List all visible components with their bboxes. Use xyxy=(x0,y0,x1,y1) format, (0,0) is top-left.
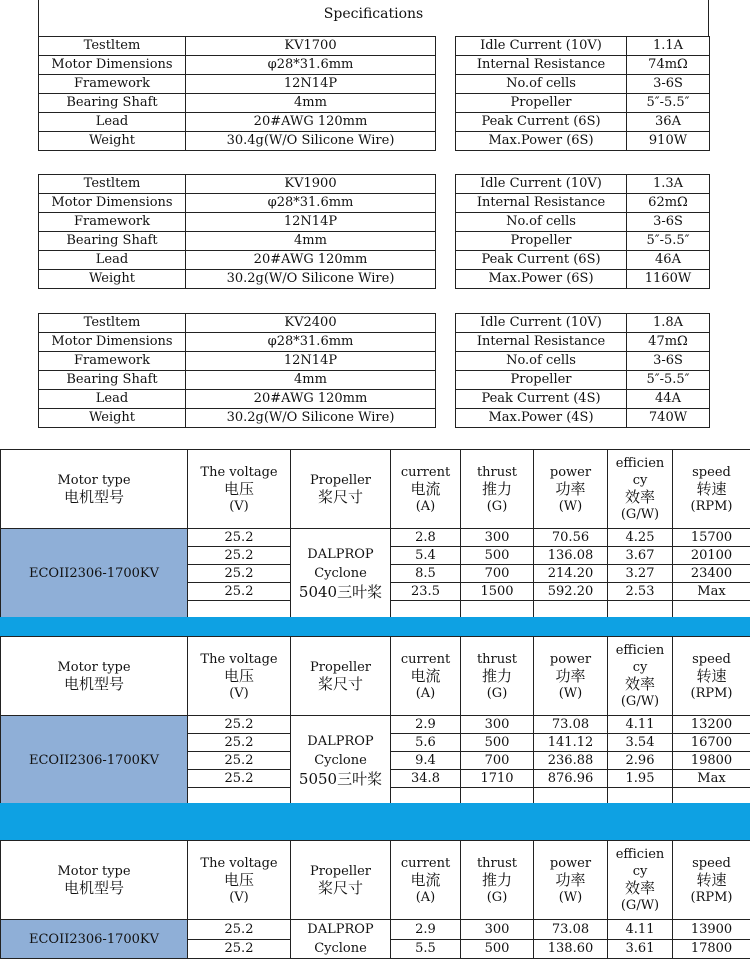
thrust-cell: 1710 xyxy=(461,770,534,788)
header-line: (G/W) xyxy=(620,507,660,522)
motor-type-cell: ECOII2306-1700KV xyxy=(1,529,188,619)
spec-gap xyxy=(436,75,456,94)
header-line: 推力 xyxy=(481,479,512,498)
spec-row xyxy=(39,94,710,113)
performance-table-third xyxy=(0,840,750,959)
speed-cell: 13900 xyxy=(673,920,750,940)
spec-value: φ28*31.6mm xyxy=(186,194,436,213)
spec-value: 3-6S xyxy=(627,352,710,371)
spec-gap xyxy=(436,56,456,75)
spec-label: Peak Current (4S) xyxy=(456,390,627,409)
spec-value: 12N14P xyxy=(186,213,436,232)
thrust-cell: 700 xyxy=(461,565,534,583)
data-row xyxy=(1,716,750,734)
data-row xyxy=(1,920,750,940)
header-line: 桨尺寸 xyxy=(317,675,363,693)
spec-row xyxy=(39,352,710,371)
header-row xyxy=(1,450,750,529)
spec-value: φ28*31.6mm xyxy=(186,333,436,352)
header-speed xyxy=(673,450,750,529)
header-line: 桨尺寸 xyxy=(317,488,363,506)
spec-value: 20#AWG 120mm xyxy=(186,251,436,270)
spec-value: 3-6S xyxy=(627,75,710,94)
spec-gap xyxy=(436,94,456,113)
header-power xyxy=(534,841,608,920)
spec-table-kv2400 xyxy=(38,313,710,428)
power-cell: 876.96 xyxy=(534,770,608,788)
spec-row xyxy=(39,333,710,352)
header-line: 功率 xyxy=(555,870,586,889)
header-line: (A) xyxy=(415,889,436,905)
voltage-cell: 25.2 xyxy=(188,734,291,752)
voltage-cell: 25.2 xyxy=(188,752,291,770)
efficiency-cell xyxy=(608,601,673,619)
spec-label: Bearing Shaft xyxy=(39,371,186,390)
speed-cell: 13200 xyxy=(673,716,750,734)
efficiency-cell: 2.96 xyxy=(608,752,673,770)
header-line: 电压 xyxy=(223,870,254,889)
current-cell: 8.5 xyxy=(391,565,461,583)
propeller-line: Cyclone xyxy=(314,566,367,581)
spec-row xyxy=(39,409,710,428)
spec-gap xyxy=(436,232,456,251)
current-cell: 9.4 xyxy=(391,752,461,770)
header-line: (G/W) xyxy=(620,898,660,913)
power-cell: 141.12 xyxy=(534,734,608,752)
spec-label: Motor Dimensions xyxy=(39,194,186,213)
header-line: 转速 xyxy=(696,666,727,685)
spec-gap xyxy=(436,409,456,428)
power-cell: 138.60 xyxy=(534,939,608,959)
spec-row xyxy=(39,371,710,390)
spec-value: KV2400 xyxy=(186,314,436,333)
speed-cell: 23400 xyxy=(673,565,750,583)
spec-value: 3-6S xyxy=(627,213,710,232)
spec-value: KV1900 xyxy=(186,175,436,194)
thrust-cell xyxy=(461,601,534,619)
separator-band xyxy=(0,803,750,840)
header-line: (V) xyxy=(229,498,249,514)
voltage-cell: 25.2 xyxy=(188,583,291,601)
header-line: 电流 xyxy=(410,479,441,498)
efficiency-cell: 4.25 xyxy=(608,529,673,547)
header-current xyxy=(391,450,461,529)
header-line: 效率 xyxy=(624,675,655,693)
power-cell: 73.08 xyxy=(534,716,608,734)
propeller-line: DALPROP xyxy=(307,734,374,749)
current-cell: 2.9 xyxy=(391,716,461,734)
header-current xyxy=(391,841,461,920)
voltage-cell xyxy=(188,601,291,619)
spec-row xyxy=(39,75,710,94)
spec-gap xyxy=(436,371,456,390)
header-line: 电机型号 xyxy=(63,879,124,897)
header-line: 电流 xyxy=(410,870,441,889)
spec-value: 5″-5.5″ xyxy=(627,232,710,251)
header-line: (RPM) xyxy=(690,498,733,514)
motor-type-cell: ECOII2306-1700KV xyxy=(1,920,188,959)
spec-label: Testltem xyxy=(39,37,186,56)
header-power xyxy=(534,450,608,529)
spec-value: KV1700 xyxy=(186,37,436,56)
spec-value: φ28*31.6mm xyxy=(186,56,436,75)
current-cell: 5.4 xyxy=(391,547,461,565)
spec-label: Lead xyxy=(39,113,186,132)
separator-band xyxy=(0,617,750,636)
header-line: 电流 xyxy=(410,666,441,685)
spec-label: Lead xyxy=(39,390,186,409)
spec-label: Idle Current (10V) xyxy=(456,175,627,194)
header-prop xyxy=(291,841,391,920)
spec-gap xyxy=(436,213,456,232)
header-line: (W) xyxy=(558,685,583,701)
current-cell: 23.5 xyxy=(391,583,461,601)
header-line: Propeller xyxy=(309,864,372,879)
thrust-cell: 500 xyxy=(461,939,534,959)
current-cell: 2.9 xyxy=(391,920,461,940)
spec-value: 12N14P xyxy=(186,75,436,94)
spec-label: Weight xyxy=(39,270,186,289)
spec-gap xyxy=(436,352,456,371)
spec-value: 910W xyxy=(627,132,710,151)
spec-value: 30.4g(W/O Silicone Wire) xyxy=(186,132,436,151)
speed-cell: 15700 xyxy=(673,529,750,547)
spec-value: 20#AWG 120mm xyxy=(186,390,436,409)
spec-value: 47mΩ xyxy=(627,333,710,352)
header-line: (A) xyxy=(415,498,436,514)
header-line: 效率 xyxy=(624,879,655,897)
header-line: (G/W) xyxy=(620,694,660,709)
header-line: 电机型号 xyxy=(63,675,124,693)
spec-value: 46A xyxy=(627,251,710,270)
header-line: Propeller xyxy=(309,473,372,488)
header-line: 桨尺寸 xyxy=(317,879,363,897)
propeller-cell xyxy=(291,716,391,806)
spec-label: Framework xyxy=(39,75,186,94)
efficiency-cell: 1.95 xyxy=(608,770,673,788)
spec-label: Propeller xyxy=(456,232,627,251)
current-cell: 5.5 xyxy=(391,939,461,959)
voltage-cell: 25.2 xyxy=(188,529,291,547)
power-cell: 73.08 xyxy=(534,920,608,940)
header-speed xyxy=(673,841,750,920)
power-cell: 70.56 xyxy=(534,529,608,547)
spec-label: Motor Dimensions xyxy=(39,56,186,75)
header-voltage xyxy=(188,841,291,920)
efficiency-cell: 3.54 xyxy=(608,734,673,752)
spec-gap xyxy=(436,132,456,151)
header-line: (V) xyxy=(229,889,249,905)
propeller-line: 5050三叶桨 xyxy=(298,770,383,788)
header-line: The voltage xyxy=(200,464,278,480)
header-line: The voltage xyxy=(200,651,278,667)
header-line: 电压 xyxy=(223,666,254,685)
header-power xyxy=(534,637,608,716)
current-cell xyxy=(391,601,461,619)
voltage-cell: 25.2 xyxy=(188,565,291,583)
efficiency-cell: 4.11 xyxy=(608,920,673,940)
spec-gap xyxy=(436,333,456,352)
voltage-cell: 25.2 xyxy=(188,716,291,734)
header-line: efficien xyxy=(615,643,665,658)
spec-gap xyxy=(436,314,456,333)
thrust-cell: 500 xyxy=(461,734,534,752)
header-line: (G) xyxy=(486,685,508,701)
spec-value: 1160W xyxy=(627,270,710,289)
header-line: Motor type xyxy=(57,660,131,675)
propeller-line: Cyclone xyxy=(314,753,367,768)
header-line: 转速 xyxy=(696,479,727,498)
spec-label: Weight xyxy=(39,132,186,151)
spec-label: Idle Current (10V) xyxy=(456,314,627,333)
power-cell: 236.88 xyxy=(534,752,608,770)
spec-gap xyxy=(436,175,456,194)
spec-value: 30.2g(W/O Silicone Wire) xyxy=(186,270,436,289)
spec-row xyxy=(39,314,710,333)
header-line: efficien xyxy=(615,456,665,471)
spec-label: Max.Power (4S) xyxy=(456,409,627,428)
propeller-cell xyxy=(291,529,391,619)
spec-row xyxy=(39,232,710,251)
spec-value: 44A xyxy=(627,390,710,409)
thrust-cell: 1500 xyxy=(461,583,534,601)
spec-table-kv1900 xyxy=(38,174,710,289)
data-row xyxy=(1,529,750,547)
header-line: The voltage xyxy=(200,855,278,871)
spec-label: Testltem xyxy=(39,175,186,194)
header-line: 电机型号 xyxy=(63,488,124,506)
header-line: 功率 xyxy=(555,479,586,498)
propeller-line: Cyclone xyxy=(314,941,367,956)
thrust-cell: 300 xyxy=(461,716,534,734)
spec-value: 4mm xyxy=(186,371,436,390)
speed-cell xyxy=(673,601,750,619)
spec-value: 30.2g(W/O Silicone Wire) xyxy=(186,409,436,428)
spec-value: 1.1A xyxy=(627,37,710,56)
power-cell: 214.20 xyxy=(534,565,608,583)
header-line: cy xyxy=(632,473,648,488)
voltage-cell: 25.2 xyxy=(188,920,291,940)
header-line: thrust xyxy=(476,651,518,667)
spec-gap xyxy=(436,270,456,289)
spec-row xyxy=(39,56,710,75)
spec-label: Lead xyxy=(39,251,186,270)
efficiency-cell: 3.27 xyxy=(608,565,673,583)
power-cell: 592.20 xyxy=(534,583,608,601)
spec-table-kv1700 xyxy=(38,36,710,151)
spec-row xyxy=(39,37,710,56)
header-line: power xyxy=(549,855,592,871)
power-cell xyxy=(534,601,608,619)
header-line: (W) xyxy=(558,498,583,514)
spec-row xyxy=(39,270,710,289)
spec-row xyxy=(39,175,710,194)
spec-gap xyxy=(436,251,456,270)
header-line: current xyxy=(400,855,451,871)
spec-label: Framework xyxy=(39,352,186,371)
spec-label: Motor Dimensions xyxy=(39,333,186,352)
thrust-cell: 300 xyxy=(461,920,534,940)
spec-value: 4mm xyxy=(186,94,436,113)
header-voltage xyxy=(188,450,291,529)
power-cell: 136.08 xyxy=(534,547,608,565)
header-line: Propeller xyxy=(309,660,372,675)
header-thrust xyxy=(461,841,534,920)
spec-value: 20#AWG 120mm xyxy=(186,113,436,132)
spec-label: No.of cells xyxy=(456,75,627,94)
header-prop xyxy=(291,450,391,529)
current-cell: 34.8 xyxy=(391,770,461,788)
specifications-title: Specifications xyxy=(38,0,709,36)
header-line: (G) xyxy=(486,498,508,514)
speed-cell: 16700 xyxy=(673,734,750,752)
header-line: 推力 xyxy=(481,870,512,889)
header-line: current xyxy=(400,464,451,480)
header-line: efficien xyxy=(615,847,665,862)
header-line: thrust xyxy=(476,464,518,480)
thrust-cell: 700 xyxy=(461,752,534,770)
spec-row xyxy=(39,113,710,132)
spec-label: Idle Current (10V) xyxy=(456,37,627,56)
header-line: 效率 xyxy=(624,488,655,506)
speed-cell: Max xyxy=(673,583,750,601)
spec-row xyxy=(39,213,710,232)
spec-label: Bearing Shaft xyxy=(39,232,186,251)
header-line: current xyxy=(400,651,451,667)
header-line: 推力 xyxy=(481,666,512,685)
spec-label: Max.Power (6S) xyxy=(456,270,627,289)
voltage-cell: 25.2 xyxy=(188,770,291,788)
header-speed xyxy=(673,637,750,716)
spec-label: Internal Resistance xyxy=(456,333,627,352)
header-voltage xyxy=(188,637,291,716)
motor-type-cell: ECOII2306-1700KV xyxy=(1,716,188,806)
header-line: (A) xyxy=(415,685,436,701)
spec-row xyxy=(39,194,710,213)
speed-cell: 20100 xyxy=(673,547,750,565)
speed-cell: 19800 xyxy=(673,752,750,770)
spec-value: 12N14P xyxy=(186,352,436,371)
header-motor xyxy=(1,450,188,529)
current-cell: 2.8 xyxy=(391,529,461,547)
spec-value: 74mΩ xyxy=(627,56,710,75)
header-line: (V) xyxy=(229,685,249,701)
spec-label: Internal Resistance xyxy=(456,194,627,213)
thrust-cell: 500 xyxy=(461,547,534,565)
header-line: power xyxy=(549,464,592,480)
spec-value: 740W xyxy=(627,409,710,428)
spec-gap xyxy=(436,113,456,132)
spec-gap xyxy=(436,37,456,56)
propeller-line: 5040三叶桨 xyxy=(298,583,383,601)
spec-gap xyxy=(436,390,456,409)
speed-cell: Max xyxy=(673,770,750,788)
header-line: 电压 xyxy=(223,479,254,498)
header-line: (RPM) xyxy=(690,685,733,701)
voltage-cell: 25.2 xyxy=(188,547,291,565)
header-eff xyxy=(608,450,673,529)
header-line: Motor type xyxy=(57,864,131,879)
header-prop xyxy=(291,637,391,716)
spec-value: 36A xyxy=(627,113,710,132)
propeller-cell xyxy=(291,920,391,959)
header-line: 功率 xyxy=(555,666,586,685)
spec-label: Framework xyxy=(39,213,186,232)
header-row xyxy=(1,841,750,920)
efficiency-cell: 3.67 xyxy=(608,547,673,565)
spec-row xyxy=(39,390,710,409)
header-line: (G) xyxy=(486,889,508,905)
spec-label: Testltem xyxy=(39,314,186,333)
current-cell: 5.6 xyxy=(391,734,461,752)
header-line: cy xyxy=(632,864,648,879)
voltage-cell: 25.2 xyxy=(188,939,291,959)
header-row xyxy=(1,637,750,716)
speed-cell: 17800 xyxy=(673,939,750,959)
spec-row xyxy=(39,251,710,270)
spec-label: Peak Current (6S) xyxy=(456,251,627,270)
header-thrust xyxy=(461,450,534,529)
header-eff xyxy=(608,637,673,716)
header-thrust xyxy=(461,637,534,716)
header-line: thrust xyxy=(476,855,518,871)
spec-value: 5″-5.5″ xyxy=(627,371,710,390)
spec-label: Propeller xyxy=(456,94,627,113)
efficiency-cell: 3.61 xyxy=(608,939,673,959)
header-motor xyxy=(1,637,188,716)
spec-value: 4mm xyxy=(186,232,436,251)
spec-row xyxy=(39,132,710,151)
spec-value: 1.8A xyxy=(627,314,710,333)
header-line: speed xyxy=(692,464,731,480)
header-line: speed xyxy=(692,855,731,871)
spec-label: Internal Resistance xyxy=(456,56,627,75)
performance-table-5040 xyxy=(0,449,750,619)
header-line: power xyxy=(549,651,592,667)
thrust-cell: 300 xyxy=(461,529,534,547)
spec-label: Max.Power (6S) xyxy=(456,132,627,151)
spec-label: Propeller xyxy=(456,371,627,390)
spec-label: Weight xyxy=(39,409,186,428)
header-line: cy xyxy=(632,660,648,675)
header-line: (RPM) xyxy=(690,889,733,905)
header-current xyxy=(391,637,461,716)
header-eff xyxy=(608,841,673,920)
propeller-line: DALPROP xyxy=(307,922,374,937)
spec-label: No.of cells xyxy=(456,213,627,232)
spec-label: No.of cells xyxy=(456,352,627,371)
spec-value: 5″-5.5″ xyxy=(627,94,710,113)
header-line: Motor type xyxy=(57,473,131,488)
propeller-line: DALPROP xyxy=(307,547,374,562)
spec-value: 1.3A xyxy=(627,175,710,194)
header-line: speed xyxy=(692,651,731,667)
header-line: (W) xyxy=(558,889,583,905)
spec-gap xyxy=(436,194,456,213)
spec-label: Peak Current (6S) xyxy=(456,113,627,132)
spec-value: 62mΩ xyxy=(627,194,710,213)
performance-table-5050 xyxy=(0,636,750,806)
efficiency-cell: 2.53 xyxy=(608,583,673,601)
efficiency-cell: 4.11 xyxy=(608,716,673,734)
spec-label: Bearing Shaft xyxy=(39,94,186,113)
header-line: 转速 xyxy=(696,870,727,889)
header-motor xyxy=(1,841,188,920)
